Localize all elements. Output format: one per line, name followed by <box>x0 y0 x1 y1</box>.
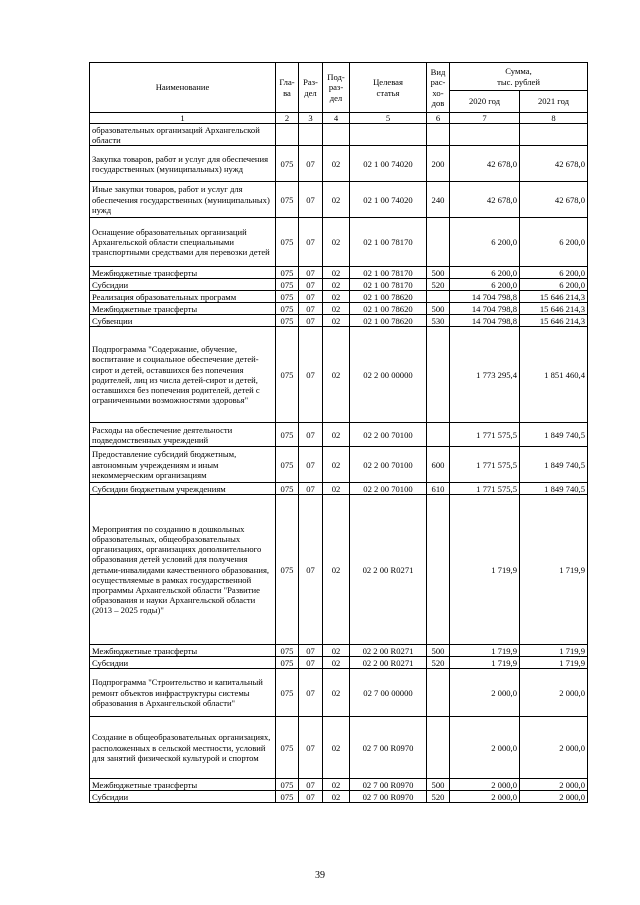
row-sum-2021 <box>520 124 588 146</box>
row-glava <box>276 124 299 146</box>
row-sum-2021: 6 200,0 <box>520 218 588 267</box>
row-podrazdel: 02 <box>323 779 350 791</box>
row-expense-type <box>427 423 450 447</box>
row-glava: 075 <box>276 495 299 645</box>
row-target-article: 02 1 00 78170 <box>350 267 427 279</box>
table-row <box>90 447 588 483</box>
row-glava: 075 <box>276 483 299 495</box>
row-target-article: 02 1 00 78620 <box>350 291 427 303</box>
row-razdel: 07 <box>299 303 323 315</box>
row-expense-type: 500 <box>427 645 450 657</box>
row-name: Расходы на обеспечение деятельности подведомственных учреждений <box>90 423 276 447</box>
row-name: Подпрограмма "Содержание, обучение, воспитание и социальное обеспечение детей-сирот и детей, оставшихся без попечения родителей, лиц из числа детей-сирот и детей, оставшихся без попечения родителей, детей с ограниченными возможностями здоровья" <box>90 327 276 423</box>
row-sum-2021: 6 200,0 <box>520 267 588 279</box>
table-row <box>90 303 588 315</box>
row-sum-2021: 2 000,0 <box>520 779 588 791</box>
header-year-2020: 2020 год <box>450 91 520 113</box>
row-expense-type: 500 <box>427 779 450 791</box>
row-glava: 075 <box>276 717 299 779</box>
row-sum-2021: 15 646 214,3 <box>520 303 588 315</box>
row-razdel: 07 <box>299 279 323 291</box>
row-podrazdel: 02 <box>323 146 350 182</box>
row-target-article: 02 7 00 R0970 <box>350 717 427 779</box>
row-name: Субсидии <box>90 657 276 669</box>
row-target-article: 02 7 00 R0970 <box>350 779 427 791</box>
row-sum-2020: 1 773 295,4 <box>450 327 520 423</box>
row-name: Мероприятия по созданию в дошкольных образовательных, общеобразовательных организациях, организациях дополнительного образования детей условий для получения детьми-инвалидами качественного образования, осуществляемые в рамках государственной программы Архангельской области "Развитие образования и науки Архангельской области (2013 – 2025 годы)" <box>90 495 276 645</box>
row-glava: 075 <box>276 669 299 717</box>
col-number: 8 <box>520 113 588 124</box>
table-row <box>90 423 588 447</box>
table-row <box>90 483 588 495</box>
row-expense-type: 610 <box>427 483 450 495</box>
row-razdel: 07 <box>299 717 323 779</box>
row-glava: 075 <box>276 791 299 803</box>
header-sum: Сумма, тыс. рублей <box>450 63 588 91</box>
row-razdel: 07 <box>299 327 323 423</box>
row-glava: 075 <box>276 279 299 291</box>
row-glava: 075 <box>276 447 299 483</box>
row-sum-2020: 6 200,0 <box>450 267 520 279</box>
row-target-article: 02 1 00 78170 <box>350 218 427 267</box>
row-name: Подпрограмма "Строительство и капитальный ремонт объектов инфраструктуры системы образования в Архангельской области" <box>90 669 276 717</box>
row-sum-2021: 1 851 460,4 <box>520 327 588 423</box>
row-sum-2021: 15 646 214,3 <box>520 315 588 327</box>
row-glava: 075 <box>276 303 299 315</box>
row-podrazdel: 02 <box>323 267 350 279</box>
row-target-article: 02 1 00 78620 <box>350 315 427 327</box>
row-glava: 075 <box>276 327 299 423</box>
budget-table <box>89 62 588 803</box>
row-podrazdel: 02 <box>323 423 350 447</box>
row-sum-2020: 1 719,9 <box>450 495 520 645</box>
row-sum-2021: 2 000,0 <box>520 717 588 779</box>
row-name: Субвенции <box>90 315 276 327</box>
row-target-article: 02 1 00 78620 <box>350 303 427 315</box>
row-sum-2021: 2 000,0 <box>520 669 588 717</box>
row-razdel: 07 <box>299 447 323 483</box>
row-razdel: 07 <box>299 495 323 645</box>
row-sum-2021: 6 200,0 <box>520 279 588 291</box>
table-row <box>90 779 588 791</box>
row-name: образовательных организаций Архангельской области <box>90 124 276 146</box>
row-sum-2021: 1 719,9 <box>520 657 588 669</box>
table-row <box>90 124 588 146</box>
row-podrazdel: 02 <box>323 279 350 291</box>
row-glava: 075 <box>276 267 299 279</box>
row-target-article: 02 7 00 00000 <box>350 669 427 717</box>
row-sum-2020: 6 200,0 <box>450 279 520 291</box>
row-sum-2021: 1 849 740,5 <box>520 423 588 447</box>
row-sum-2020 <box>450 124 520 146</box>
row-target-article: 02 7 00 R0970 <box>350 791 427 803</box>
row-razdel: 07 <box>299 657 323 669</box>
row-sum-2020: 2 000,0 <box>450 717 520 779</box>
row-expense-type: 530 <box>427 315 450 327</box>
header-target-article: Целевая статья <box>350 63 427 113</box>
row-sum-2020: 1 719,9 <box>450 645 520 657</box>
row-razdel: 07 <box>299 267 323 279</box>
table-row <box>90 291 588 303</box>
row-target-article: 02 2 00 00000 <box>350 327 427 423</box>
row-expense-type: 500 <box>427 267 450 279</box>
header-name: Наименование <box>90 63 276 113</box>
header-year-2021: 2021 год <box>520 91 588 113</box>
row-expense-type <box>427 218 450 267</box>
row-razdel: 07 <box>299 423 323 447</box>
header-razdel: Раз- дел <box>299 63 323 113</box>
row-target-article: 02 2 00 R0271 <box>350 495 427 645</box>
row-razdel: 07 <box>299 483 323 495</box>
col-number: 7 <box>450 113 520 124</box>
row-podrazdel: 02 <box>323 327 350 423</box>
row-expense-type <box>427 495 450 645</box>
row-target-article: 02 1 00 74020 <box>350 182 427 218</box>
row-target-article: 02 2 00 70100 <box>350 423 427 447</box>
row-sum-2021: 15 646 214,3 <box>520 291 588 303</box>
row-razdel: 07 <box>299 669 323 717</box>
row-razdel: 07 <box>299 791 323 803</box>
header-expense-type: Вид рас- хо- дов <box>427 63 450 113</box>
row-expense-type <box>427 717 450 779</box>
row-sum-2020: 1 771 575,5 <box>450 483 520 495</box>
row-target-article: 02 1 00 74020 <box>350 146 427 182</box>
row-target-article <box>350 124 427 146</box>
row-podrazdel: 02 <box>323 447 350 483</box>
table-row <box>90 146 588 182</box>
row-name: Субсидии бюджетным учреждениям <box>90 483 276 495</box>
row-sum-2021: 2 000,0 <box>520 791 588 803</box>
row-sum-2020: 14 704 798,8 <box>450 291 520 303</box>
row-name: Закупка товаров, работ и услуг для обеспечения государственных (муниципальных) нужд <box>90 146 276 182</box>
col-number: 4 <box>323 113 350 124</box>
row-sum-2020: 6 200,0 <box>450 218 520 267</box>
row-glava: 075 <box>276 645 299 657</box>
row-expense-type: 200 <box>427 146 450 182</box>
table-row <box>90 717 588 779</box>
table-row <box>90 267 588 279</box>
row-glava: 075 <box>276 779 299 791</box>
row-podrazdel: 02 <box>323 483 350 495</box>
table-row <box>90 327 588 423</box>
row-expense-type: 520 <box>427 791 450 803</box>
row-sum-2020: 42 678,0 <box>450 182 520 218</box>
row-sum-2021: 1 849 740,5 <box>520 483 588 495</box>
header-podrazdel: Под- раз- дел <box>323 63 350 113</box>
row-expense-type: 520 <box>427 657 450 669</box>
row-razdel: 07 <box>299 146 323 182</box>
row-razdel: 07 <box>299 182 323 218</box>
row-expense-type: 600 <box>427 447 450 483</box>
row-sum-2020: 14 704 798,8 <box>450 315 520 327</box>
row-glava: 075 <box>276 146 299 182</box>
row-sum-2020: 1 719,9 <box>450 657 520 669</box>
row-sum-2020: 1 771 575,5 <box>450 423 520 447</box>
table-row <box>90 495 588 645</box>
table-row <box>90 218 588 267</box>
row-sum-2021: 42 678,0 <box>520 146 588 182</box>
row-razdel: 07 <box>299 291 323 303</box>
row-name: Межбюджетные трансферты <box>90 779 276 791</box>
row-sum-2021: 1 849 740,5 <box>520 447 588 483</box>
row-expense-type <box>427 124 450 146</box>
row-glava: 075 <box>276 182 299 218</box>
row-glava: 075 <box>276 315 299 327</box>
row-podrazdel: 02 <box>323 303 350 315</box>
row-glava: 075 <box>276 291 299 303</box>
row-name: Предоставление субсидий бюджетным, автономным учреждениям и иным некоммерческим организациям <box>90 447 276 483</box>
row-name: Межбюджетные трансферты <box>90 267 276 279</box>
row-name: Создание в общеобразовательных организациях, расположенных в сельской местности, условий для занятий физической культурой и спортом <box>90 717 276 779</box>
row-name: Субсидии <box>90 791 276 803</box>
col-number: 1 <box>90 113 276 124</box>
col-number: 2 <box>276 113 299 124</box>
row-name: Межбюджетные трансферты <box>90 303 276 315</box>
row-razdel: 07 <box>299 779 323 791</box>
row-target-article: 02 2 00 70100 <box>350 483 427 495</box>
row-sum-2020: 2 000,0 <box>450 669 520 717</box>
col-number: 5 <box>350 113 427 124</box>
row-razdel: 07 <box>299 645 323 657</box>
row-target-article: 02 2 00 R0271 <box>350 645 427 657</box>
col-number: 3 <box>299 113 323 124</box>
table-row <box>90 182 588 218</box>
header-glava: Гла- ва <box>276 63 299 113</box>
row-podrazdel: 02 <box>323 182 350 218</box>
row-sum-2021: 42 678,0 <box>520 182 588 218</box>
row-expense-type: 520 <box>427 279 450 291</box>
row-target-article: 02 2 00 70100 <box>350 447 427 483</box>
row-podrazdel: 02 <box>323 291 350 303</box>
row-sum-2020: 42 678,0 <box>450 146 520 182</box>
row-glava: 075 <box>276 657 299 669</box>
row-podrazdel: 02 <box>323 717 350 779</box>
row-sum-2020: 2 000,0 <box>450 779 520 791</box>
row-expense-type <box>427 669 450 717</box>
row-podrazdel: 02 <box>323 218 350 267</box>
row-sum-2020: 14 704 798,8 <box>450 303 520 315</box>
row-name: Реализация образовательных программ <box>90 291 276 303</box>
row-razdel <box>299 124 323 146</box>
row-glava: 075 <box>276 218 299 267</box>
row-podrazdel: 02 <box>323 315 350 327</box>
row-target-article: 02 1 00 78170 <box>350 279 427 291</box>
row-podrazdel: 02 <box>323 495 350 645</box>
row-podrazdel: 02 <box>323 657 350 669</box>
row-podrazdel: 02 <box>323 669 350 717</box>
row-sum-2021: 1 719,9 <box>520 645 588 657</box>
row-sum-2020: 1 771 575,5 <box>450 447 520 483</box>
table-row <box>90 669 588 717</box>
row-razdel: 07 <box>299 315 323 327</box>
table-row <box>90 657 588 669</box>
table-row <box>90 791 588 803</box>
row-expense-type <box>427 291 450 303</box>
row-razdel: 07 <box>299 218 323 267</box>
row-sum-2020: 2 000,0 <box>450 791 520 803</box>
row-podrazdel <box>323 124 350 146</box>
row-glava: 075 <box>276 423 299 447</box>
row-expense-type: 500 <box>427 303 450 315</box>
row-expense-type <box>427 327 450 423</box>
row-podrazdel: 02 <box>323 791 350 803</box>
row-name: Оснащение образовательных организаций Архангельской области специальными транспортными средствами для перевозки детей <box>90 218 276 267</box>
col-number: 6 <box>427 113 450 124</box>
table-row <box>90 645 588 657</box>
row-name: Субсидии <box>90 279 276 291</box>
row-name: Иные закупки товаров, работ и услуг для обеспечения государственных (муниципальных) нужд <box>90 182 276 218</box>
row-sum-2021: 1 719,9 <box>520 495 588 645</box>
row-expense-type: 240 <box>427 182 450 218</box>
row-name: Межбюджетные трансферты <box>90 645 276 657</box>
row-target-article: 02 2 00 R0271 <box>350 657 427 669</box>
page-number: 39 <box>315 870 325 881</box>
table-row <box>90 315 588 327</box>
table-row <box>90 279 588 291</box>
row-podrazdel: 02 <box>323 645 350 657</box>
